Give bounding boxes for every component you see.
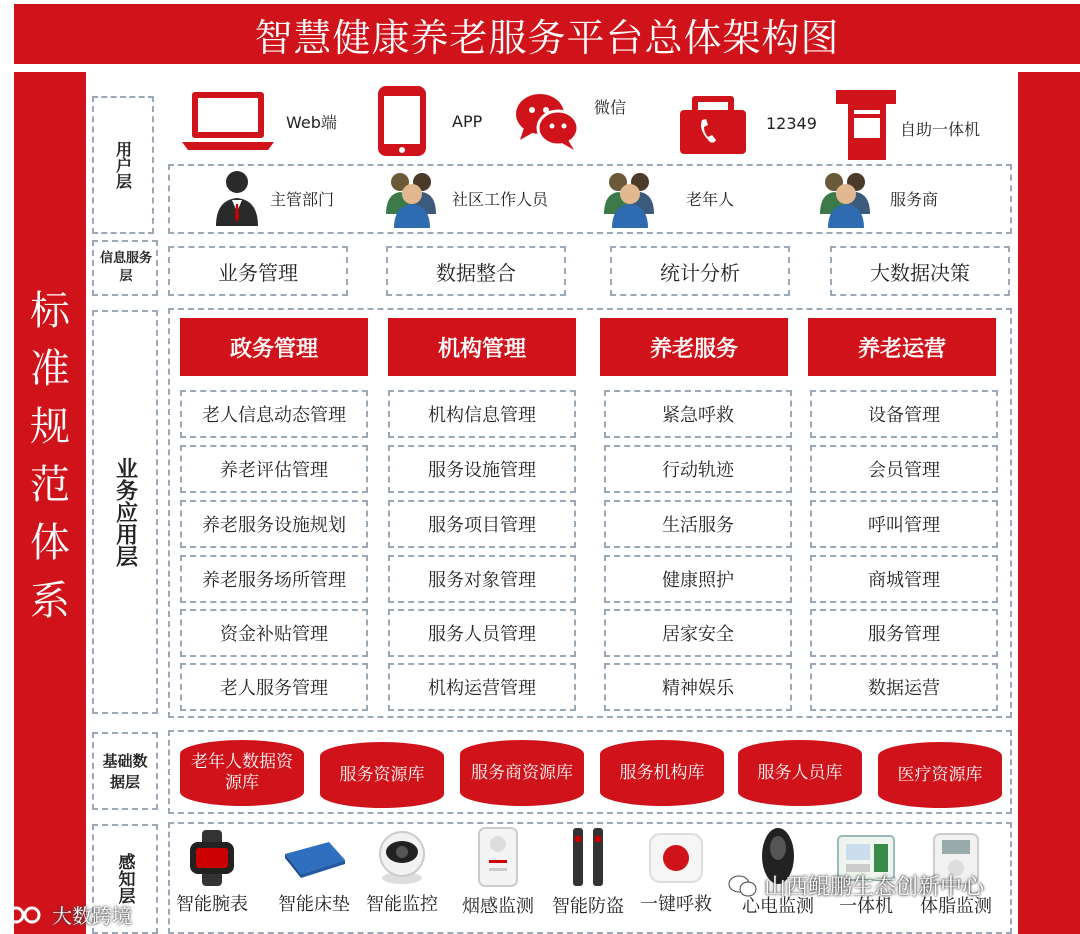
- user-type-label: 服务商: [890, 189, 939, 209]
- user-type-provider: [816, 168, 938, 228]
- left-bar-char: 规: [30, 404, 70, 450]
- sensor-camera: [366, 828, 438, 916]
- category-item: 服务对象管理: [388, 555, 576, 603]
- sensor-label: 一键呼救: [640, 894, 712, 915]
- logo-icon: [6, 904, 46, 926]
- category-item: 生活服务: [604, 500, 792, 548]
- device-label: 微信: [594, 97, 627, 117]
- sensor-label: 一体机: [839, 896, 893, 917]
- sensor-smartwatch: [176, 830, 248, 916]
- category-item: 商城管理: [810, 555, 998, 603]
- database-cylinder: 医疗资源库: [878, 742, 1002, 808]
- smartwatch-icon: [182, 830, 242, 886]
- phone-icon: [376, 84, 428, 158]
- right-bar: [1018, 72, 1080, 934]
- sensor-sos: [640, 830, 712, 916]
- app-layer-label: 业务应用层: [112, 457, 138, 567]
- laptop-icon: [180, 88, 276, 154]
- category-item: 紧急呼救: [604, 390, 792, 438]
- watermark-text: 大数跨境: [52, 904, 132, 928]
- device-wechat: [514, 88, 626, 154]
- official-icon: [212, 168, 262, 228]
- sensor-antitheft: [552, 826, 624, 918]
- standards-system-bar: [14, 72, 86, 934]
- sensor-label: 智能床垫: [278, 894, 350, 915]
- sos-button-icon: [646, 830, 706, 886]
- left-bar-char: 准: [30, 346, 70, 392]
- camera-icon: [372, 828, 432, 886]
- category-item: 健康照护: [604, 555, 792, 603]
- category-item: 机构运营管理: [388, 663, 576, 711]
- category-header: 机构管理: [388, 318, 576, 376]
- kiosk-icon: [834, 88, 898, 162]
- device-label: Web端: [286, 112, 337, 132]
- category-item: 养老服务场所管理: [180, 555, 368, 603]
- info-layer-label: 信息服务层: [99, 251, 152, 284]
- category-item: 资金补贴管理: [180, 609, 368, 657]
- category-item: 服务管理: [810, 609, 998, 657]
- category-item: 服务项目管理: [388, 500, 576, 548]
- database-cylinder: 老年人数据资源库: [180, 740, 304, 806]
- category-header: 养老服务: [600, 318, 788, 376]
- left-bar-char: 范: [30, 462, 70, 508]
- category-item: 行动轨迹: [604, 445, 792, 493]
- category-item: 养老服务设施规划: [180, 500, 368, 548]
- category-item: 精神娱乐: [604, 663, 792, 711]
- sense-layer-label: 感知层: [114, 852, 135, 904]
- group-icon: [600, 168, 660, 228]
- wechat-icon: [514, 88, 580, 154]
- category-item: 老人信息动态管理: [180, 390, 368, 438]
- device-kiosk: [834, 88, 980, 162]
- base-layer-label: 基础数据层: [102, 752, 148, 791]
- telephone-icon: [678, 94, 748, 156]
- info-service-box: 业务管理: [168, 246, 348, 296]
- user-type-authority: [212, 168, 334, 228]
- device-label: 12349: [766, 113, 817, 133]
- left-bar-char: 系: [30, 578, 70, 624]
- smoke-detector-icon: [473, 826, 523, 888]
- database-cylinder: 服务资源库: [320, 742, 444, 808]
- category-item: 数据运营: [810, 663, 998, 711]
- info-service-box: 大数据决策: [830, 246, 1010, 296]
- category-item: 机构信息管理: [388, 390, 576, 438]
- sensor-label: 烟感监测: [462, 896, 534, 917]
- sensor-label: 智能防盗: [552, 896, 624, 917]
- mattress-icon: [279, 830, 349, 886]
- category-item: 服务设施管理: [388, 445, 576, 493]
- group-icon: [382, 168, 442, 228]
- device-label: APP: [452, 111, 483, 131]
- info-service-box: 数据整合: [386, 246, 566, 296]
- category-item: 设备管理: [810, 390, 998, 438]
- user-type-label: 主管部门: [270, 189, 335, 209]
- user-type-label: 社区工作人员: [452, 189, 549, 209]
- category-item: 会员管理: [810, 445, 998, 493]
- category-header: 养老运营: [808, 318, 996, 376]
- user-type-elderly: [600, 168, 734, 228]
- group-icon: [816, 168, 876, 228]
- user-layer-label: 用户层: [113, 141, 133, 189]
- category-item: 老人服务管理: [180, 663, 368, 711]
- sensor-label: 智能腕表: [176, 894, 248, 915]
- left-bar-char: 标: [30, 288, 70, 334]
- watermark-left: [6, 900, 132, 929]
- sensor-label: 心电监测: [742, 896, 814, 917]
- device-label: 自助一体机: [900, 119, 981, 139]
- sensor-mattress: [278, 830, 350, 916]
- device-app: [376, 84, 482, 158]
- watermark-text: 山西鲲鹏生态创新中心: [764, 875, 985, 900]
- database-cylinder: 服务人员库: [738, 740, 862, 806]
- category-item: 居家安全: [604, 609, 792, 657]
- database-cylinder: 服务机构库: [600, 740, 724, 806]
- sensor-smoke: [462, 826, 534, 918]
- category-header: 政务管理: [180, 318, 368, 376]
- user-type-community: [382, 168, 548, 228]
- left-bar-char: 体: [30, 520, 70, 566]
- page-title: 智慧健康养老服务平台总体架构图: [14, 4, 1080, 64]
- category-item: 呼叫管理: [810, 500, 998, 548]
- user-type-label: 老年人: [686, 189, 735, 209]
- info-service-box: 统计分析: [610, 246, 790, 296]
- watermark-right: [728, 870, 984, 901]
- device-hotline: [678, 94, 817, 156]
- wechat-icon: [728, 874, 758, 898]
- category-item: 养老评估管理: [180, 445, 368, 493]
- sensor-label: 智能监控: [366, 894, 438, 915]
- category-item: 服务人员管理: [388, 609, 576, 657]
- antitheft-sensor-icon: [563, 826, 613, 888]
- device-web: [180, 88, 337, 154]
- sensor-label: 体脂监测: [920, 896, 992, 917]
- database-cylinder: 服务商资源库: [460, 740, 584, 806]
